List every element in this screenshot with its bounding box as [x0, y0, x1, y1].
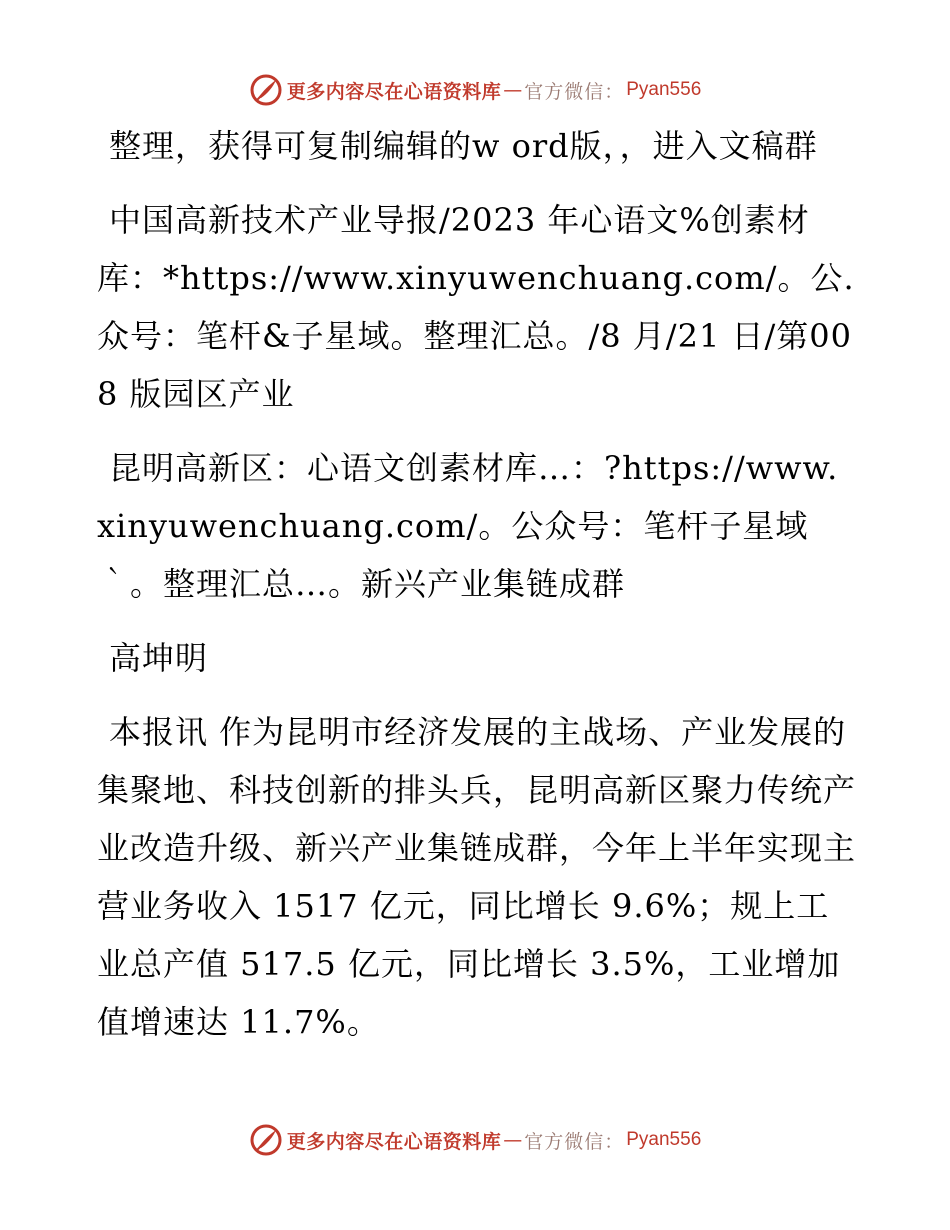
author-paragraph: 高坤明	[109, 639, 209, 677]
title-paragraph: 昆明高新区：心语文创素材库…：?https://www.xinyuwenchuang.com/。公众号：笔杆子星域｀。整理汇总…。新兴产业集链成群	[97, 449, 839, 603]
feather-pen-logo-icon	[249, 73, 283, 107]
source-paragraph: 中国高新技术产业导报/2023 年心语文%创素材库：*https://www.xinyuwenchuang.com/。公.众号：笔杆&子星域。整理汇总。/8 月/21 日/第008 版园区产业	[97, 201, 855, 413]
banner-sub-text: 官方微信：	[524, 80, 625, 103]
banner-main-text: 更多内容尽在心语资料库	[286, 1130, 502, 1153]
banner-wechat-id: Pyan556	[626, 1129, 702, 1150]
footer-banner	[0, 1120, 950, 1160]
banner-dash: —	[503, 1129, 523, 1151]
feather-pen-logo-icon	[249, 1123, 283, 1157]
banner-dash: —	[503, 79, 523, 101]
intro-paragraph: 整理，获得可复制编辑的w ord版，，进入文稿群	[109, 127, 818, 165]
lead-paragraph: 本报讯 作为昆明市经济发展的主战场、产业发展的集聚地、科技创新的排头兵，昆明高新区聚力传统产业改造升级、新兴产业集链成群，今年上半年实现主营业务收入 1517 亿元，同比增长 9.6%；规上工业总产值 517.5 亿元，同比增长 3.5%，工业增加值增速达 11.7%。	[97, 713, 857, 1041]
banner-wechat-id: Pyan556	[626, 79, 702, 100]
header-banner	[0, 70, 950, 110]
banner-main-text: 更多内容尽在心语资料库	[286, 80, 502, 103]
banner-sub-text: 官方微信：	[524, 1130, 625, 1153]
article-body	[97, 117, 857, 1067]
